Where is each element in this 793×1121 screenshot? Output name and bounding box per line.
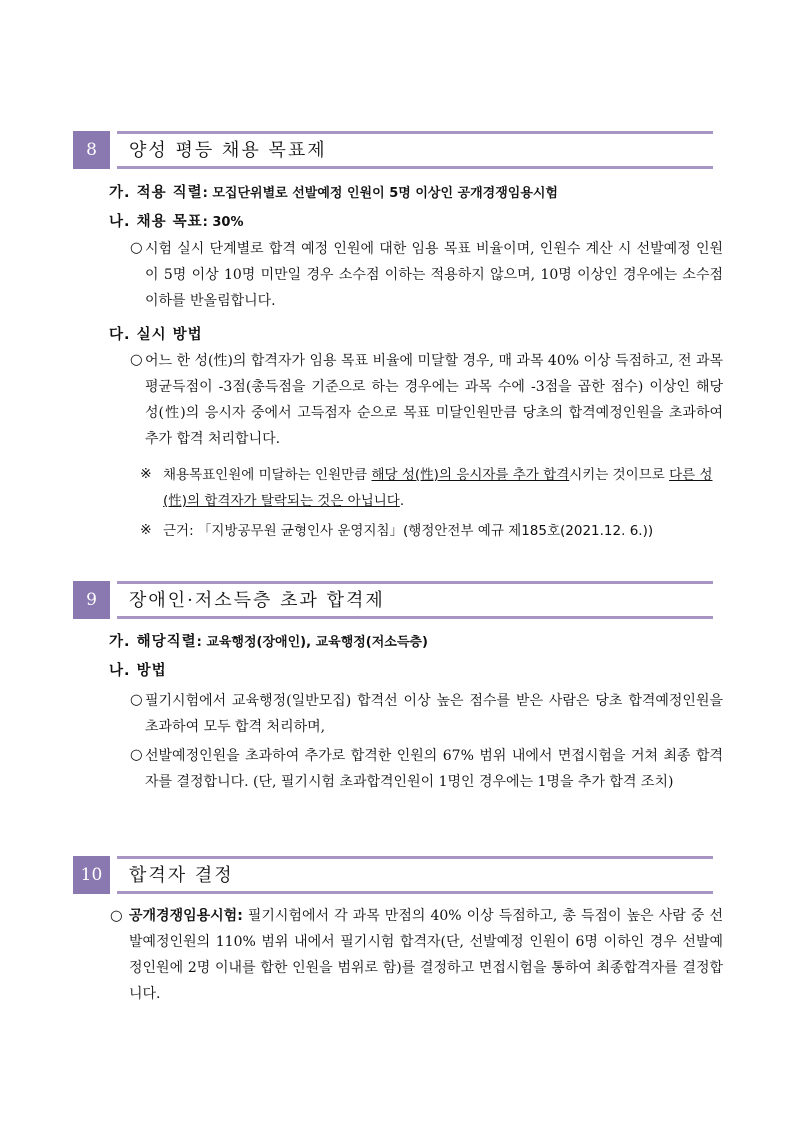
paragraph: 필기시험에서 교육행정(일반모집) 합격선 이상 높은 점수를 받은 사람은 당초 합격예정인원을 초과하여 모두 합격 처리하며, <box>145 693 723 735</box>
sub-ga <box>109 181 558 202</box>
paragraph-bold-label: 공개경쟁임용시험: <box>129 908 243 924</box>
sub-value: : 모집단위별로 선발예정 인원이 5명 이상인 공개경쟁임용시험 <box>202 186 558 201</box>
bullet-circle: ○ <box>130 352 143 368</box>
bullet-circle: ○ <box>110 908 123 924</box>
paragraph: 시험 실시 단계별로 합격 예정 인원에 대한 임용 목표 비율이며, 인원수 계산 시 선발예정 인원이 5명 이상 10명 미만일 경우 소수점 이하는 적용하지 않으며, 10명 이상인 경우에는 소수점 이하를 반올림합니다. <box>145 241 723 309</box>
sub-value: : 교육행정(장애인), 교육행정(저소득층) <box>196 635 428 650</box>
paragraph-text: 필기시험에서 각 과목 만점의 40% 이상 득점하고, 총 득점이 높은 사람 중 선발예정인원의 110% 범위 내에서 필기시험 합격자(단, 선발예정 인원이 6명 이하인 경우 선발예정인원에 2명 이내를 합한 인원을 범위로 함)를 결정하고 면접시험을 통하여 최종합격자를 결정합니다. <box>129 908 723 1002</box>
note-mark: ※ <box>140 466 152 482</box>
section-number: 9 <box>73 581 110 619</box>
sub-label: 가. 해당직렬 <box>109 634 197 650</box>
note-text <box>163 462 725 514</box>
bullet-circle: ○ <box>130 747 143 763</box>
note-underline: 다른 성(性)의 합격자가 탈락되는 것은 아닙니다 <box>163 467 713 509</box>
sub-ga <box>109 630 428 651</box>
header-rule-top <box>117 581 713 584</box>
section-8-header <box>73 131 713 169</box>
sub-na <box>109 659 167 680</box>
paragraph: 어느 한 성(性)의 합격자가 임용 목표 비율에 미달할 경우, 매 과목 40% 이상 득점하고, 전 과목 평균득점이 -3점(총득점을 기준으로 하는 경우에는 과목 수에 -3점을 곱한 점수) 이상인 해당 성(性)의 응시자 중에서 고득점자 순으로 목표 미달인원만큼 당초의 합격예정인원을 초과하여 추가 합격 처리합니다. <box>145 353 723 447</box>
sub-label: 가. 적용 직렬 <box>109 185 203 201</box>
section-title: 양성 평등 채용 목표제 <box>129 140 327 161</box>
note-part: 채용목표인원에 미달하는 인원만큼 <box>163 467 372 483</box>
bullet-circle: ○ <box>130 240 143 256</box>
note-mark: ※ <box>140 522 152 538</box>
sub-label: 나. 방법 <box>109 663 167 679</box>
section-9-header <box>73 581 713 619</box>
paragraph <box>129 903 723 1007</box>
sub-label: 다. 실시 방법 <box>109 327 203 343</box>
header-rule-bottom <box>117 616 713 619</box>
paragraph: 선발예정인원을 초과하여 추가로 합격한 인원의 67% 범위 내에서 면접시험을 거쳐 최종 합격자를 결정합니다. (단, 필기시험 초과합격인원이 1명인 경우에는 1명을 추가 합격 조치) <box>145 748 723 790</box>
header-rule-top <box>117 856 713 859</box>
note-underline: 해당 성(性)의 응시자를 추가 합격 <box>371 467 570 483</box>
section-number: 10 <box>73 856 110 894</box>
note-part: . <box>399 493 405 509</box>
sub-label: 나. 채용 목표 <box>109 214 203 230</box>
section-title: 장애인·저소득층 초과 합격제 <box>129 590 385 611</box>
header-rule-top <box>117 131 713 134</box>
sub-value: : 30% <box>202 215 244 230</box>
section-number: 8 <box>73 131 110 169</box>
note-part: 시키는 것이므로 <box>569 467 670 483</box>
header-rule-bottom <box>117 891 713 894</box>
sub-na <box>109 210 243 231</box>
header-rule-bottom <box>117 166 713 169</box>
section-10-header <box>73 856 713 894</box>
bullet-circle: ○ <box>130 692 143 708</box>
note-text: 근거: 「지방공무원 균형인사 운영지침」(행정안전부 예규 제185호(2021.12. 6.)) <box>163 523 654 539</box>
section-title: 합격자 결정 <box>129 865 234 886</box>
sub-da <box>109 323 203 344</box>
